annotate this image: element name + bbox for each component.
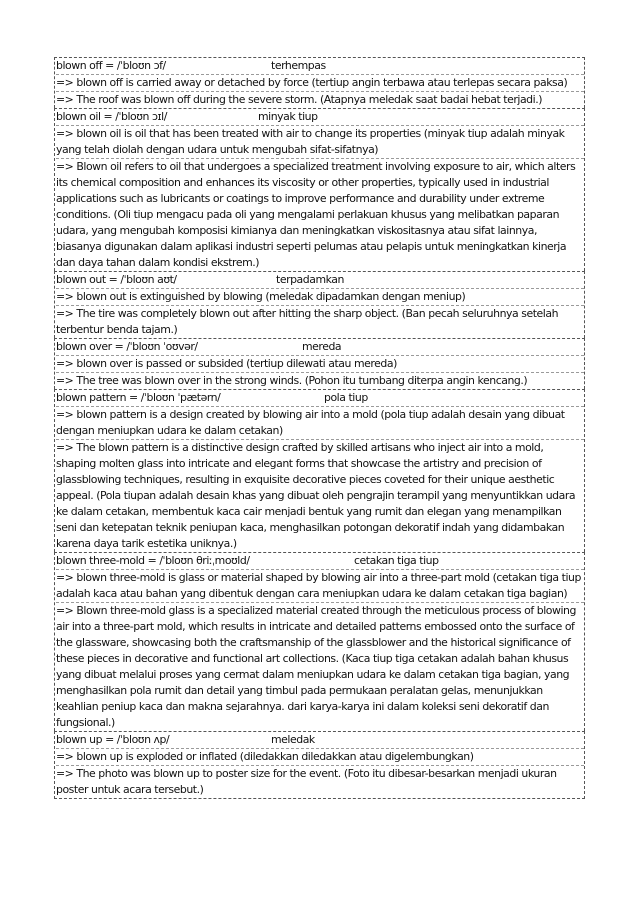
entry-header bbox=[56, 553, 584, 569]
entry-term: blown oil = /ˈbloʊn ɔɪl/ bbox=[56, 110, 167, 123]
entry-definition: => blown three-mold is glass or material shaped by blowing air into a three-part mold (cetakan tiga tiup adalah kaca atau bahan yang dibentuk dengan cara meniupkan udara ke dalam cetakan tiga bagian) bbox=[56, 569, 584, 602]
entry-definition: => blown oil is oil that has been treated with air to change its properties (minyak tiup adalah minyak yang telah diolah dengan udara untuk mengubah sifat-sifatnya) bbox=[56, 125, 584, 158]
entry-header bbox=[56, 339, 584, 355]
entry-term: blown out = /ˈbloʊn aʊt/ bbox=[56, 273, 177, 286]
dictionary-entry bbox=[54, 731, 585, 799]
entry-term: blown up = /ˈbloʊn ʌp/ bbox=[56, 733, 170, 746]
entry-translation: cetakan tiga tiup bbox=[354, 554, 439, 567]
entry-definition: => blown pattern is a design created by blowing air into a mold (pola tiup adalah desain yang dibuat dengan meniupkan udara ke dalam cetakan) bbox=[56, 406, 584, 439]
dictionary-entry bbox=[54, 57, 585, 108]
entry-definition: => blown off is carried away or detached by force (tertiup angin terbawa atau terlepas secara paksa) bbox=[56, 74, 584, 91]
entry-example: => The roof was blown off during the severe storm. (Atapnya meledak saat badai hebat terjadi.) bbox=[56, 91, 584, 108]
entry-definition: => blown out is extinguished by blowing (meledak dipadamkan dengan meniup) bbox=[56, 288, 584, 305]
entry-example: => Blown oil refers to oil that undergoes a specialized treatment involving exposure to air, which alters its chemical composition and enhances its viscosity or other properties, typically used in industrial applications such as lubricants or coatings to improve performance and durability under extreme conditions. (Oli tiup mengacu pada oli yang mengalami perlakuan khusus yang melibatkan paparan udara, yang mengubah komposisi kimianya dan meningkatkan viskositasnya atau sifat lainnya, biasanya digunakan dalam aplikasi industri seperti pelumas atau pelapis untuk meningkatkan kinerja dan daya tahan dalam kondisi ekstrem.) bbox=[56, 158, 584, 271]
entry-example: => The tire was completely blown out after hitting the sharp object. (Ban pecah seluruhnya setelah terbentur benda tajam.) bbox=[56, 305, 584, 338]
dictionary-entry bbox=[54, 271, 585, 338]
entry-term: blown three-mold = /ˈbloʊn θriːˌmoʊld/ bbox=[56, 554, 250, 567]
entry-example: => The blown pattern is a distinctive design crafted by skilled artisans who inject air into a mold, shaping molten glass into intricate and elegant forms that showcase the artistry and precision of glassblowing techniques, resulting in exquisite decorative pieces coveted for their unique aesthetic appeal. (Pola tiupan adalah desain khas yang dibuat oleh pengrajin terampil yang menyuntikkan udara ke dalam cetakan, membentuk kaca cair menjadi bentuk yang rumit dan elegan yang menampilkan seni dan ketepatan teknik peniupan kaca, menghasilkan potongan dekoratif indah yang didambakan karena daya tarik estetika uniknya.) bbox=[56, 439, 584, 552]
entry-header bbox=[56, 732, 584, 748]
entry-definition: => blown up is exploded or inflated (diledakkan diledakkan atau digelembungkan) bbox=[56, 748, 584, 765]
entry-header bbox=[56, 109, 584, 125]
entry-term: blown pattern = /ˈbloʊn ˈpætərn/ bbox=[56, 391, 221, 404]
entry-example: => The tree was blown over in the strong winds. (Pohon itu tumbang diterpa angin kencang.) bbox=[56, 372, 584, 389]
entry-header bbox=[56, 272, 584, 288]
entry-translation: mereda bbox=[302, 340, 342, 353]
entry-term: blown off = /ˈbloʊn ɔf/ bbox=[56, 59, 166, 72]
entry-header bbox=[56, 390, 584, 406]
entry-translation: terhempas bbox=[271, 59, 326, 72]
dictionary-entry bbox=[54, 552, 585, 731]
entry-header bbox=[56, 58, 584, 74]
dictionary-page bbox=[54, 57, 585, 799]
entry-translation: terpadamkan bbox=[276, 273, 344, 286]
entry-translation: pola tiup bbox=[324, 391, 368, 404]
dictionary-entry bbox=[54, 389, 585, 552]
entry-example: => The photo was blown up to poster size for the event. (Foto itu dibesar-besarkan menjadi ukuran poster untuk acara tersebut.) bbox=[56, 765, 584, 798]
dictionary-entry bbox=[54, 338, 585, 389]
entry-example: => Blown three-mold glass is a specialized material created through the meticulous process of blowing air into a three-part mold, which results in intricate and detailed patterns embossed onto the surface of the glassware, showcasing both the craftsmanship of the glassblower and the historical significance of these pieces in decorative and functional art collections. (Kaca tiup tiga cetakan adalah bahan khusus yang dibuat melalui proses yang cermat dalam meniupkan udara ke dalam cetakan tiga bagian, yang menghasilkan pola rumit dan detail yang timbul pada permukaan peralatan gelas, menunjukkan keahlian peniup kaca dan makna sejarahnya. dari karya-karya ini dalam koleksi seni dekoratif dan fungsional.) bbox=[56, 602, 584, 731]
entry-term: blown over = /ˈbloʊn ˈoʊvər/ bbox=[56, 340, 198, 353]
entry-translation: minyak tiup bbox=[258, 110, 318, 123]
entry-translation: meledak bbox=[271, 733, 315, 746]
dictionary-entry bbox=[54, 108, 585, 271]
entry-definition: => blown over is passed or subsided (tertiup dilewati atau mereda) bbox=[56, 355, 584, 372]
